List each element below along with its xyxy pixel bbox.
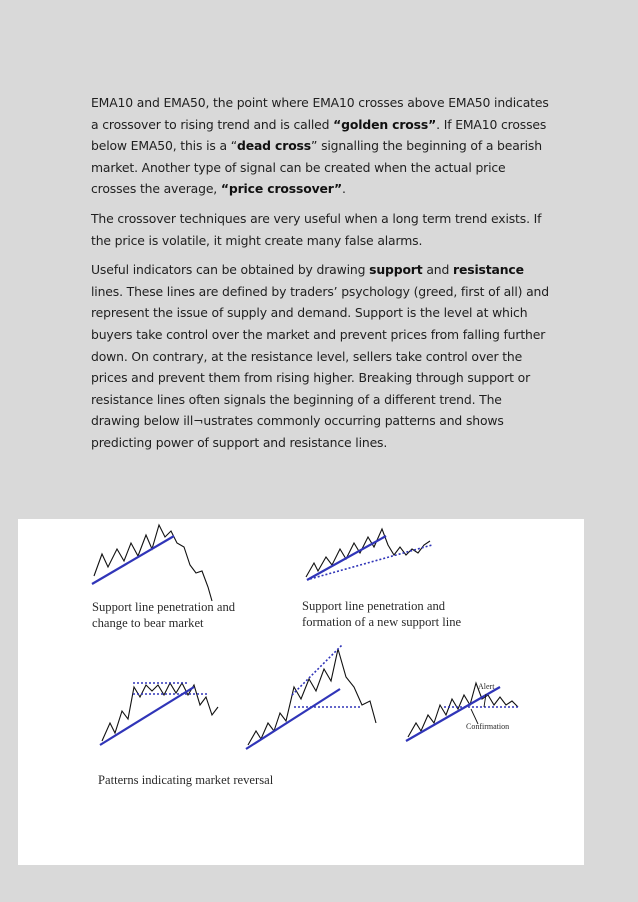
caption-reversal: Patterns indicating market reversal: [98, 773, 274, 787]
caption-bear-line-2: change to bear market: [92, 616, 204, 630]
panel-alert-confirmation: [406, 683, 518, 741]
support-line: [100, 687, 194, 745]
caption-bear-line-1: Support line penetration and: [92, 600, 236, 614]
panel-bear-market: [92, 525, 212, 601]
caption-new-support: [302, 598, 461, 630]
panel-reversal-2: [246, 645, 376, 749]
paragraph-crossover-usefulness: [91, 208, 551, 251]
caption-new-line-1: Support line penetration and: [302, 599, 446, 613]
text-run: . If EMA10 crosses below EMA50, this is a “: [91, 116, 547, 154]
caption-bear-market: [92, 599, 235, 631]
text-run: lines. These lines are defined by traders’ psychology (greed, first of all) and represent the issue of supply and demand. Support is the level at which buyers take control over the market and prevent prices from falling further down. On contrary, at the resistance level, sellers take control over the prices and prevent them from rising higher. Breaking through support or resistance lines often signals the beginning of a different trend. The drawing below ill¬ustrates commonly occurring patterns and shows predicting power of support and resistance lines.: [91, 283, 549, 450]
support-line: [246, 689, 340, 749]
text-run: and: [422, 262, 453, 278]
patterns-drawing: [18, 519, 584, 865]
label-confirmation: Confirmation: [466, 722, 510, 731]
bold-term: “golden cross”: [333, 116, 437, 132]
paragraph-support-resistance: [91, 259, 551, 453]
body-text: [91, 92, 551, 462]
text-run: ” signalling the beginning of a bearish market. Another type of signal can be created when the actual price crosses the average,: [91, 138, 542, 197]
price-line: [94, 525, 212, 601]
support-line: [307, 536, 386, 580]
price-line: [248, 649, 376, 745]
caption-new-line-2: formation of a new support line: [302, 615, 462, 629]
bold-term: dead cross: [236, 138, 312, 154]
text-run: .: [341, 181, 346, 197]
paragraph-crossover: [91, 92, 551, 200]
bold-term: “price crossover”: [220, 181, 342, 197]
label-alert: Alert: [478, 682, 495, 691]
text-run: Useful indicators can be obtained by drawing: [91, 262, 370, 278]
panel-new-support: [306, 529, 432, 580]
support-resistance-figure: [18, 519, 584, 865]
panel-reversal-1: [100, 683, 218, 745]
text-run: EMA10 and EMA50, the point where EMA10 crosses above EMA50 indicates a crossover to rising trend and is called: [91, 95, 549, 132]
bold-term: support: [369, 262, 423, 278]
bold-term: resistance: [453, 262, 524, 278]
text-run: The crossover techniques are very useful when a long term trend exists. If the price is volatile, it might create many false alarms.: [91, 210, 542, 248]
